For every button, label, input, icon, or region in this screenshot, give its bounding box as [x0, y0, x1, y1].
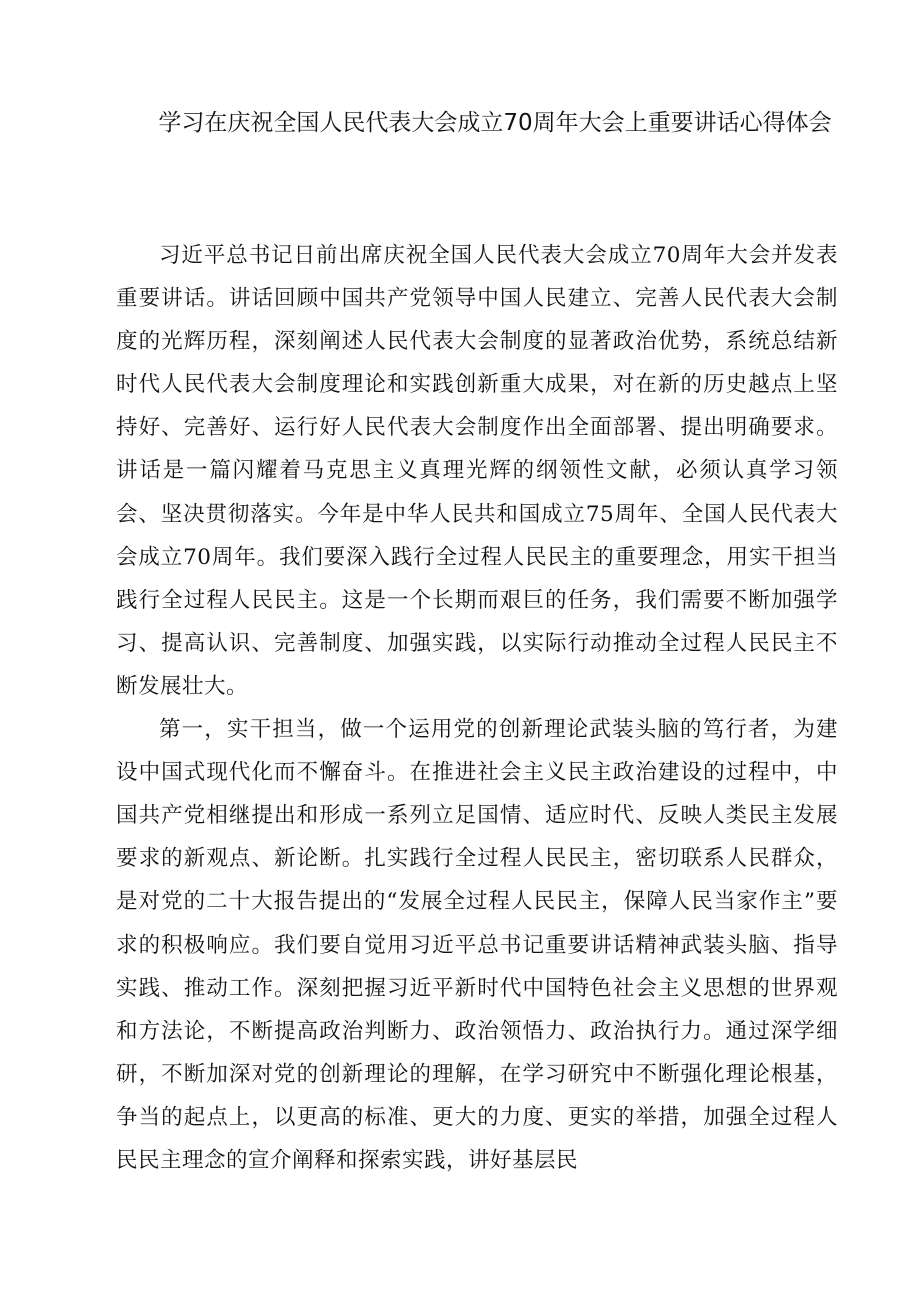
- body-paragraph-2: 第一，实干担当，做一个运用党的创新理论武装头脑的笃行者，为建设中国式现代化而不懈奋斗。在推进社会主义民主政治建设的过程中，中国共产党相继提出和形成一系列立足国情、适应时代、反映人类民主发展要求的新观点、新论断。扎实践行全过程人民民主，密切联系人民群众，是对党的二十大报告提出的“发展全过程人民民主，保障人民当家作主”要求的积极响应。我们要自觉用习近平总书记重要讲话精神武装头脑、指导实践、推动工作。深刻把握习近平新时代中国特色社会主义思想的世界观和方法论，不断提高政治判断力、政治领悟力、政治执行力。通过深学细研，不断加深对党的创新理论的理解，在学习研究中不断强化理论根基，争当的起点上，以更高的标准、更大的力度、更实的举措，加强全过程人民民主理念的宣介阐释和探索实践，讲好基层民: [116, 717, 838, 1173]
- document-title: 学习在庆祝全国人民代表大会成立70周年大会上重要讲话心得体会: [158, 110, 832, 136]
- body-paragraph-1: 习近平总书记日前出席庆祝全国人民代表大会成立70周年大会并发表重要讲话。讲话回顾中国共产党领导中国人民建立、完善人民代表大会制度的光辉历程，深刻阐述人民代表大会制度的显著政治优势，系统总结新时代人民代表大会制度理论和实践创新重大成果，对在新的历史越点上坚持好、完善好、运行好人民代表大会制度作出全面部署、提出明确要求。讲话是一篇闪耀着马克思主义真理光辉的纲领性文献，必须认真学习领会、坚决贯彻落实。今年是中华人民共和国成立75周年、全国人民代表大会成立70周年。我们要深入践行全过程人民民主的重要理念，用实干担当践行全过程人民民主。这是一个长期而艰巨的任务，我们需要不断加强学习、提高认识、完善制度、加强实践，以实际行动推动全过程人民民主不断发展壮大。: [116, 243, 838, 699]
- document-body: [116, 234, 838, 1182]
